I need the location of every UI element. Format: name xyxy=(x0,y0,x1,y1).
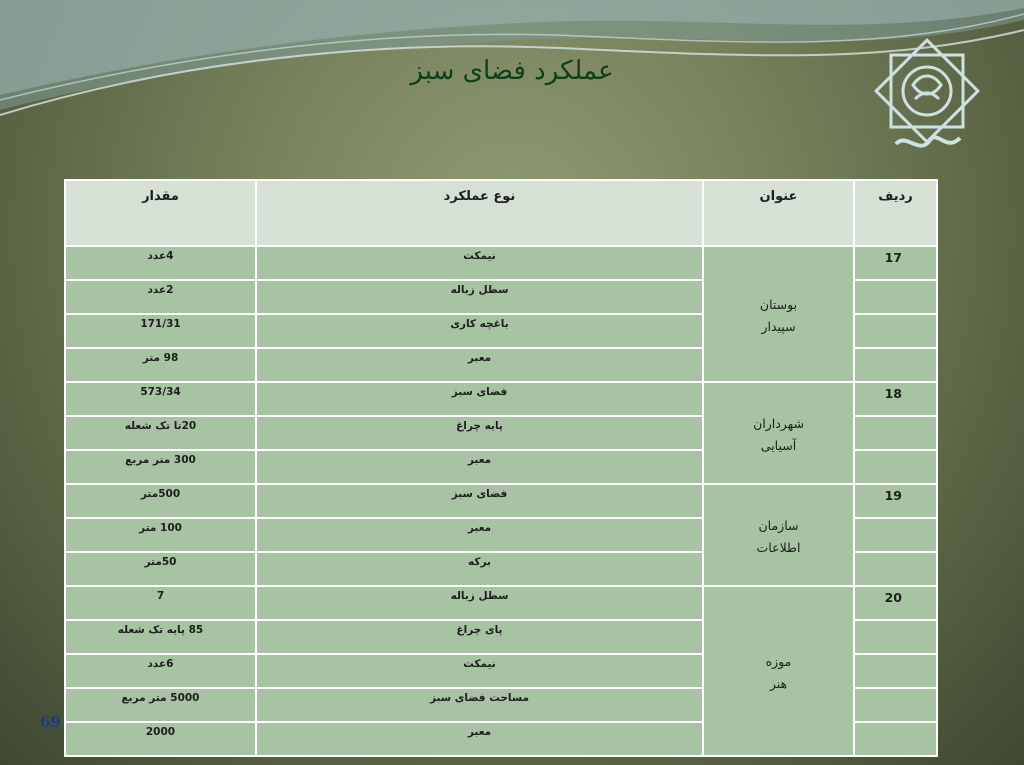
type-cell: سطل زباله xyxy=(256,586,703,620)
group-title-line: آسیایی xyxy=(760,437,797,453)
page-number: 69 xyxy=(40,713,61,731)
type-cell: پایه چراغ xyxy=(256,416,703,450)
table-row xyxy=(65,382,937,416)
header-row-number: ردیف xyxy=(854,180,937,246)
table-row xyxy=(65,484,937,518)
row-number-cell xyxy=(854,688,937,722)
amount-cell: 100 متر xyxy=(65,518,256,552)
header-amount: مقدار xyxy=(65,180,256,246)
amount-cell: 171/31 xyxy=(65,314,256,348)
type-cell: معبر xyxy=(256,348,703,382)
group-title-cell xyxy=(703,382,854,484)
type-cell: سطل زباله xyxy=(256,280,703,314)
page-title: عملکرد فضای سبز xyxy=(410,56,614,86)
type-cell: معبر xyxy=(256,518,703,552)
group-title-line: هنر xyxy=(769,675,788,691)
amount-cell: 50متر xyxy=(65,552,256,586)
group-title-line: سازمان xyxy=(758,517,799,533)
group-title-line: بوستان xyxy=(759,296,798,312)
group-title-line: سپیدار xyxy=(761,318,796,334)
type-cell: پای چراغ xyxy=(256,620,703,654)
row-number-cell xyxy=(854,450,937,484)
table-row xyxy=(65,246,937,280)
header-type: نوع عملکرد xyxy=(256,180,703,246)
group-title-line: موزه xyxy=(765,653,792,669)
amount-cell: 2عدد xyxy=(65,280,256,314)
row-number-cell: 19 xyxy=(854,484,937,518)
row-number-cell xyxy=(854,722,937,756)
row-number-cell: 17 xyxy=(854,246,937,280)
amount-cell: 20تا تک شعله xyxy=(65,416,256,450)
amount-cell: 500متر xyxy=(65,484,256,518)
group-title-cell xyxy=(703,246,854,382)
header-title: عنوان xyxy=(703,180,854,246)
group-title-cell xyxy=(703,484,854,586)
amount-cell: 85 پایه تک شعله xyxy=(65,620,256,654)
row-number-cell xyxy=(854,348,937,382)
row-number-cell xyxy=(854,280,937,314)
row-number-cell xyxy=(854,654,937,688)
row-number-cell: 18 xyxy=(854,382,937,416)
row-number-cell xyxy=(854,314,937,348)
amount-cell: 98 متر xyxy=(65,348,256,382)
row-number-cell xyxy=(854,620,937,654)
amount-cell: 6عدد xyxy=(65,654,256,688)
row-number-cell xyxy=(854,416,937,450)
amount-cell: 300 متر مربع xyxy=(65,450,256,484)
tehran-municipality-logo xyxy=(872,36,982,161)
row-number-cell: 20 xyxy=(854,586,937,620)
amount-cell: 7 xyxy=(65,586,256,620)
type-cell: معبر xyxy=(256,722,703,756)
amount-cell: 573/34 xyxy=(65,382,256,416)
amount-cell: 2000 xyxy=(65,722,256,756)
type-cell: نیمکت xyxy=(256,654,703,688)
row-number-cell xyxy=(854,518,937,552)
type-cell: مساحت فضای سبز xyxy=(256,688,703,722)
green-space-table xyxy=(64,179,938,757)
type-cell: نیمکت xyxy=(256,246,703,280)
amount-cell: 5000 متر مربع xyxy=(65,688,256,722)
type-cell: برکه xyxy=(256,552,703,586)
type-cell: فضای سبز xyxy=(256,382,703,416)
group-title-line: اطلاعات xyxy=(756,539,801,555)
group-title-cell xyxy=(703,586,854,756)
amount-cell: 4عدد xyxy=(65,246,256,280)
row-number-cell xyxy=(854,552,937,586)
type-cell: معبر xyxy=(256,450,703,484)
group-title-line: شهرداران xyxy=(753,415,804,431)
table-row xyxy=(65,586,937,620)
type-cell: باغچه کاری xyxy=(256,314,703,348)
type-cell: فضای سبز xyxy=(256,484,703,518)
